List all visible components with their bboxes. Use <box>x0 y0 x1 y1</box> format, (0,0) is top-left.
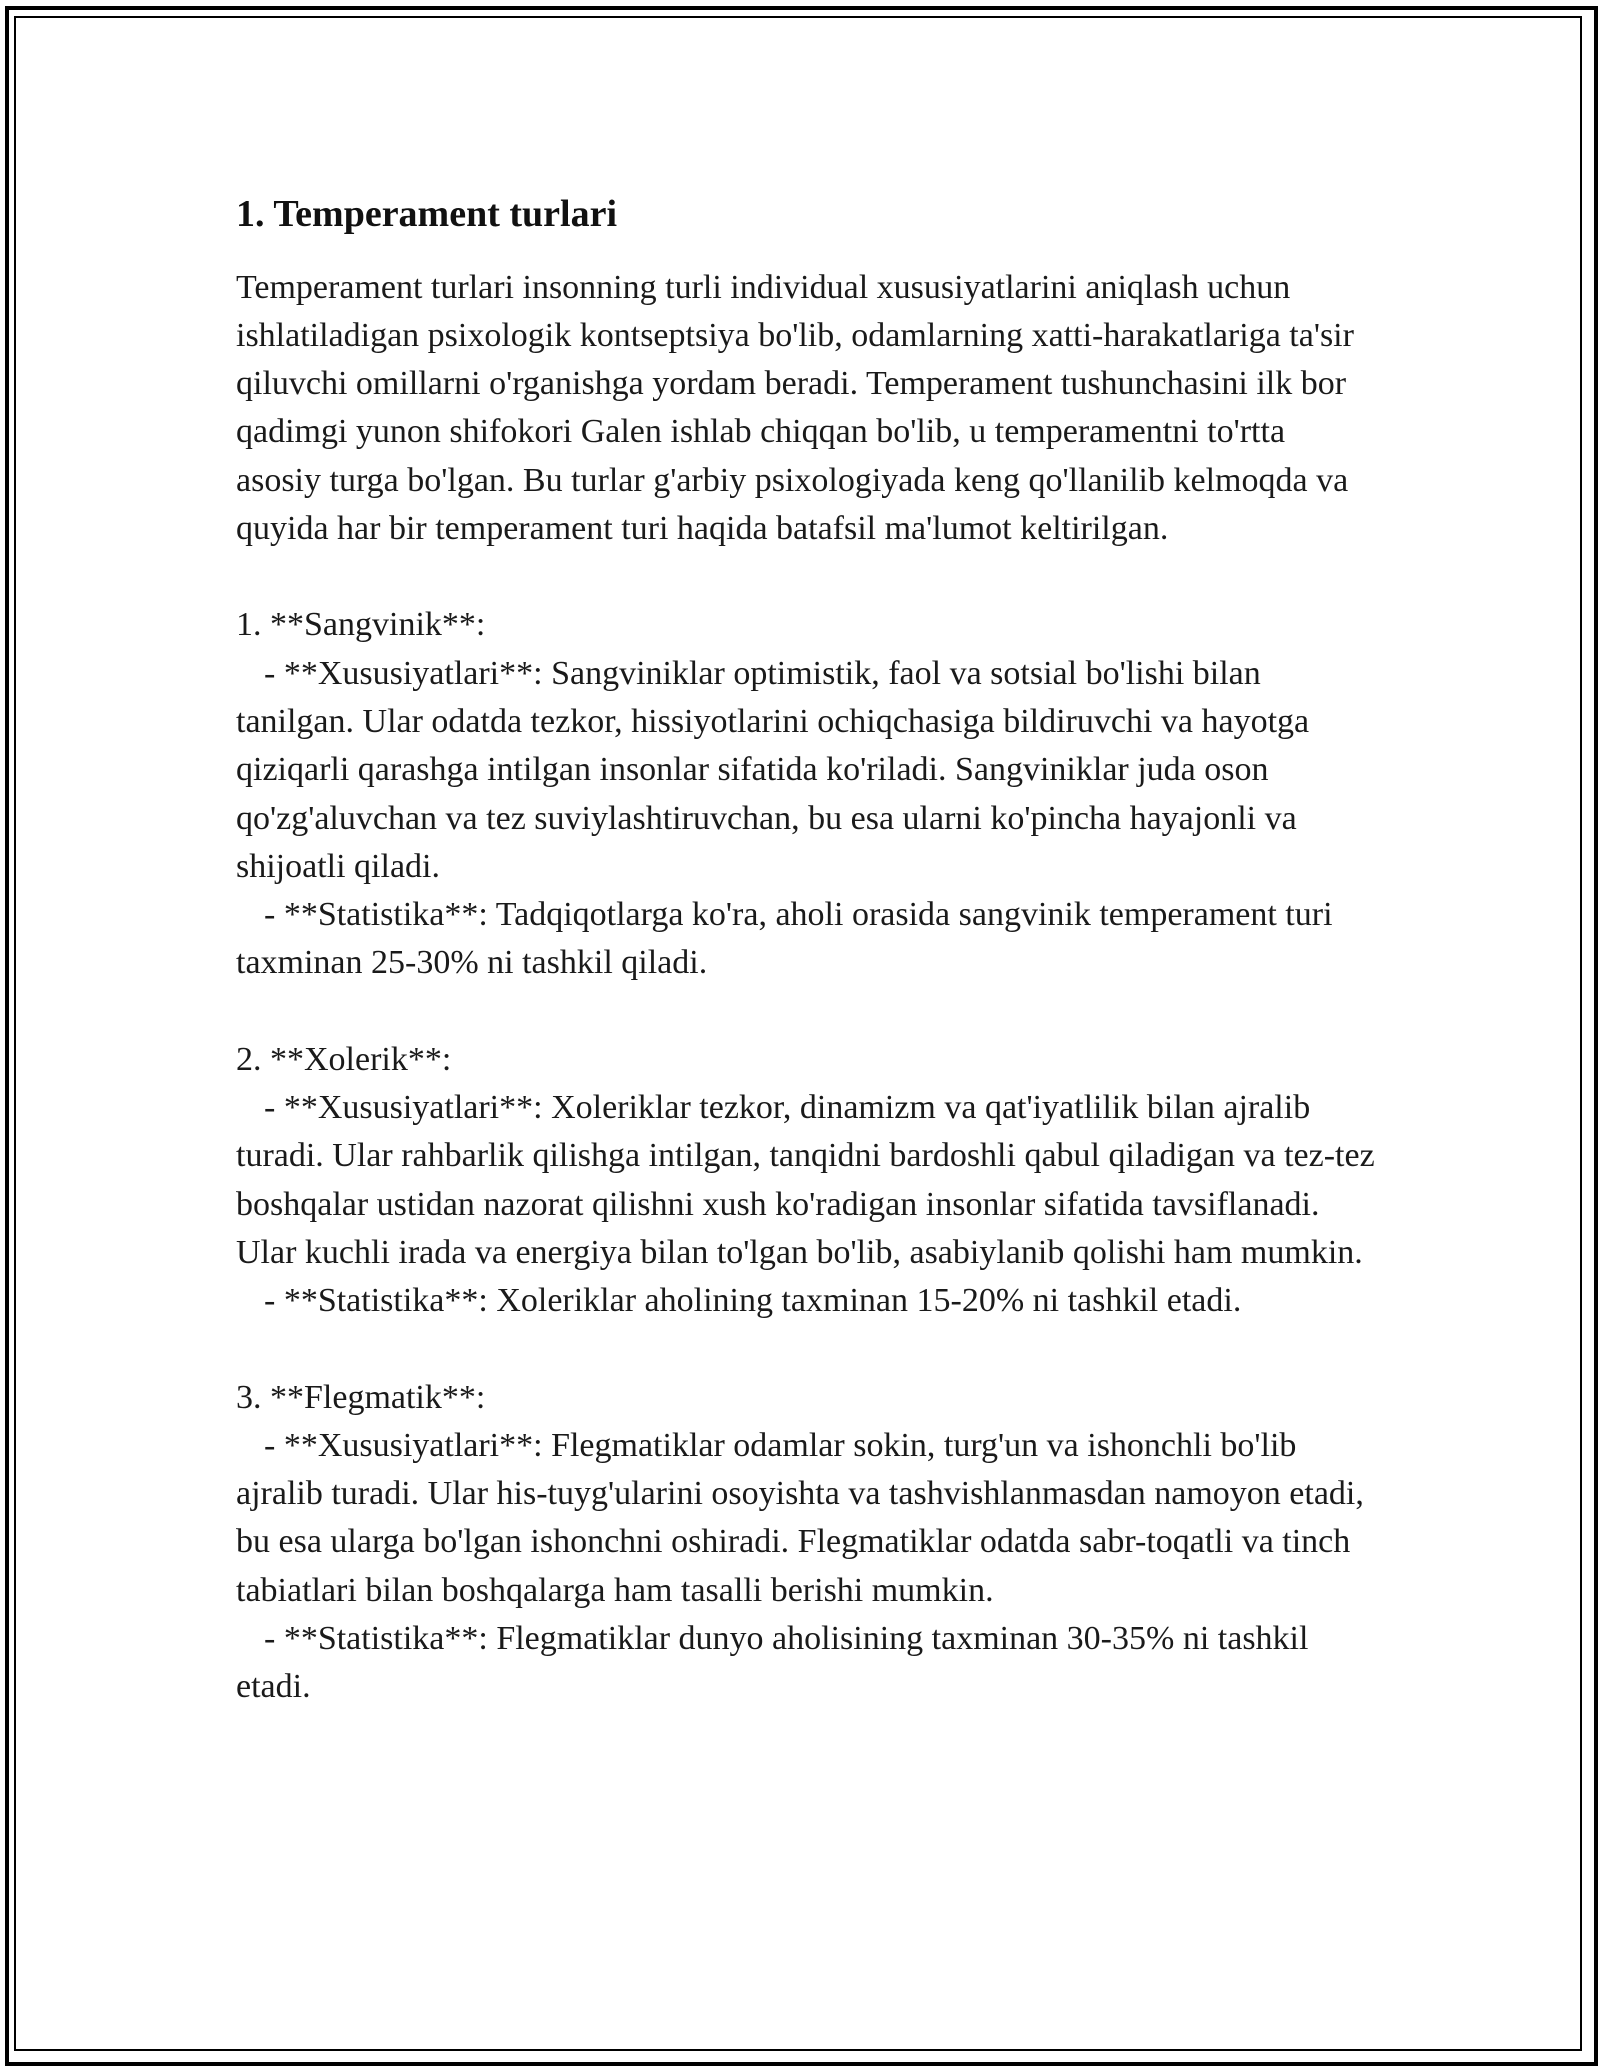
temperament-section-flegmatik <box>236 1374 1376 1712</box>
temperament-section-sangvinik <box>236 601 1376 987</box>
stats-text: - **Statistika**: Flegmatiklar dunyo aholisining taxminan 30-35% ni tashkil etadi. <box>236 1620 1309 1706</box>
stats-text: - **Statistika**: Xoleriklar aholining taxminan 15-20% ni tashkil etadi. <box>264 1282 1242 1320</box>
intro-paragraph: Temperament turlari insonning turli individual xususiyatlarini aniqlash uchun ishlatiladigan psixologik kontseptsiya bo'lib, odamlarning xatti-harakatlariga ta'sir qiluvchi omillarni o'rganishga yordam beradi. Temperament tushunchasini ilk bor qadimgi yunon shifokori Galen ishlab chiqqan bo'lib, u temperamentni to'rtta asosiy turga bo'lgan. Bu turlar g'arbiy psixologiyada keng qo'llanilib kelmoqda va quyida har bir temperament turi haqida batafsil ma'lumot keltirilgan. <box>236 268 1354 548</box>
section-heading: 1. Temperament turlari <box>236 193 618 235</box>
section-features <box>236 1422 1376 1615</box>
section-stats <box>236 891 1376 988</box>
features-text: - **Xususiyatlari**: Sangviniklar optimistik, faol va sotsial bo'lishi bilan tanilgan. Ular odatda tezkor, hissiyotlarini ochiqchasiga bildiruvchi va hayotga qiziqarli qarashga intilgan insonlar sifatida ko'riladi. Sangviniklar juda oson qo'zg'aluvchan va tez suviylashtiruvchan, bu esa ularni ko'pincha hayajonli va shijoatli qiladi. <box>236 654 1310 885</box>
section-features <box>236 650 1376 891</box>
section-title: 3. **Flegmatik**: <box>236 1378 486 1416</box>
features-text: - **Xususiyatlari**: Flegmatiklar odamlar sokin, turg'un va ishonchli bo'lib ajralib turadi. Ular his-tuyg'ularini osoyishta va tashvishlanmasdan namoyon etadi, bu esa ularga bo'lgan ishonchni oshiradi. Flegmatiklar odatda sabr-toqatli va tinch tabiatlari bilan boshqalarga ham tasalli berishi mumkin. <box>236 1426 1364 1609</box>
section-title: 2. **Xolerik**: <box>236 1040 452 1078</box>
stats-text: - **Statistika**: Tadqiqotlarga ko'ra, aholi orasida sangvinik temperament turi taxminan 25-30% ni tashkil qiladi. <box>236 896 1333 982</box>
temperament-section-xolerik <box>236 1036 1376 1326</box>
section-title: 1. **Sangvinik**: <box>236 606 486 644</box>
section-stats <box>236 1277 1376 1325</box>
features-text: - **Xususiyatlari**: Xoleriklar tezkor, dinamizm va qat'iyatlilik bilan ajralib turadi. Ular rahbarlik qilishga intilgan, tanqidni bardoshli qabul qiladigan va tez-tez boshqalar ustidan nazorat qilishni xush ko'radigan insonlar sifatida tavsiflanadi. Ular kuchli irada va energiya bilan to'lgan bo'lib, asabiylanib qolishi ham mumkin. <box>236 1089 1375 1271</box>
section-features <box>236 1084 1376 1277</box>
section-stats <box>236 1615 1376 1712</box>
document-body <box>236 180 1376 1712</box>
